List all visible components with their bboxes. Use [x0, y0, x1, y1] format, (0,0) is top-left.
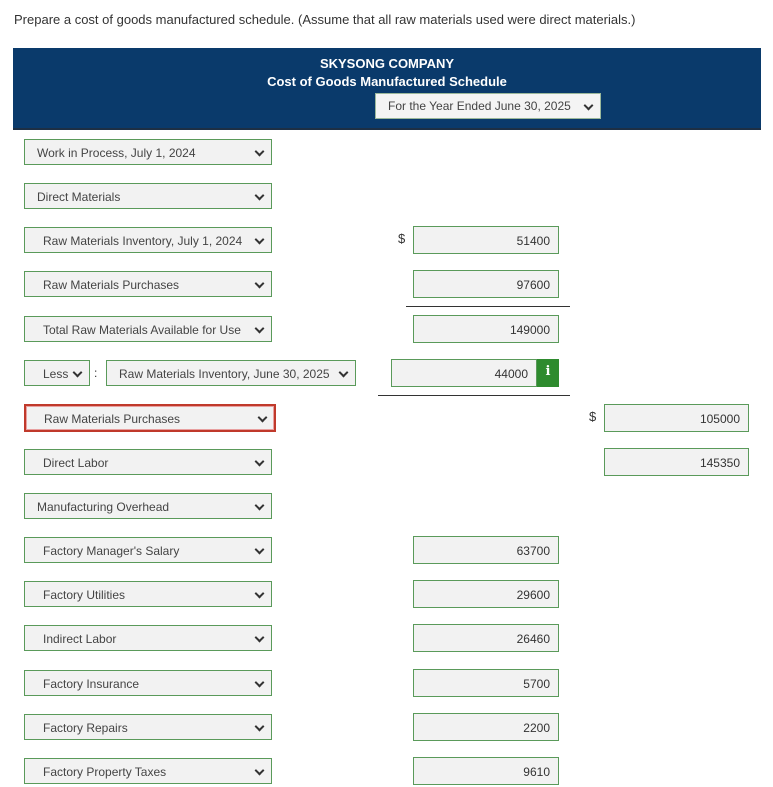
- rm-total-select-value: Total Raw Materials Available for Use: [43, 323, 241, 337]
- chevron-down-icon: [255, 589, 265, 599]
- chevron-down-icon: [73, 368, 83, 378]
- rm-begin-select-value: Raw Materials Inventory, July 1, 2024: [43, 234, 243, 248]
- schedule-header: [13, 48, 761, 128]
- operator-select-value: Less: [43, 367, 69, 381]
- rm-used-amount-input[interactable]: 105000: [604, 404, 749, 432]
- indirect-labor-amount-input[interactable]: 26460: [413, 624, 559, 652]
- chevron-down-icon: [255, 235, 265, 245]
- wip-select[interactable]: [24, 139, 272, 165]
- company-name: SKYSONG COMPANY: [319, 56, 455, 71]
- factory-insurance-select-value: Factory Insurance: [43, 677, 140, 691]
- direct-labor-select[interactable]: [24, 449, 272, 475]
- rm-end-select[interactable]: [106, 360, 356, 386]
- factory-repairs-select-value: Factory Repairs: [43, 721, 128, 735]
- subtotal-rule: [378, 395, 570, 396]
- rm-begin-select[interactable]: [24, 227, 272, 253]
- factory-insurance-select[interactable]: [24, 670, 272, 696]
- period-select[interactable]: [375, 93, 601, 119]
- factory-property-taxes-select-value: Factory Property Taxes: [43, 765, 167, 779]
- rm-total-amount-input[interactable]: 149000: [413, 315, 559, 343]
- period-select-value: For the Year Ended June 30, 2025: [388, 99, 571, 113]
- manufacturing-overhead-select[interactable]: [24, 493, 272, 519]
- direct-labor-select-value: Direct Labor: [43, 456, 109, 470]
- chevron-down-icon: [255, 545, 265, 555]
- manufacturing-overhead-select-value: Manufacturing Overhead: [37, 500, 170, 514]
- indirect-labor-select-value: Indirect Labor: [43, 632, 117, 646]
- chevron-down-icon: [255, 457, 265, 467]
- chevron-down-icon: [255, 766, 265, 776]
- chevron-down-icon: [255, 191, 265, 201]
- chevron-down-icon: [255, 678, 265, 688]
- rm-end-amount-input[interactable]: 44000: [391, 359, 537, 387]
- factory-insurance-amount-input[interactable]: 5700: [413, 669, 559, 697]
- separator: :: [94, 366, 98, 380]
- chevron-down-icon: [255, 147, 265, 157]
- rm-total-select[interactable]: [24, 316, 272, 342]
- chevron-down-icon: [255, 279, 265, 289]
- chevron-down-icon: [255, 722, 265, 732]
- chevron-down-icon: [255, 633, 265, 643]
- factory-repairs-amount-input[interactable]: 2200: [413, 713, 559, 741]
- factory-utilities-select-value: Factory Utilities: [43, 588, 126, 602]
- operator-select[interactable]: [24, 360, 90, 386]
- factory-utilities-amount-input[interactable]: 29600: [413, 580, 559, 608]
- factory-managers-salary-select[interactable]: [24, 537, 272, 563]
- rm-used-select-value: Raw Materials Purchases: [44, 412, 181, 426]
- factory-managers-salary-amount-input[interactable]: 63700: [413, 536, 559, 564]
- header-divider: [13, 128, 761, 130]
- factory-property-taxes-select[interactable]: [24, 758, 272, 784]
- factory-managers-salary-select-value: Factory Manager's Salary: [43, 544, 180, 558]
- rm-purchases-select-value: Raw Materials Purchases: [43, 278, 180, 292]
- rm-purchases-select[interactable]: [24, 271, 272, 297]
- rm-used-select[interactable]: [24, 404, 276, 432]
- chevron-down-icon: [339, 368, 349, 378]
- factory-repairs-select[interactable]: [24, 714, 272, 740]
- chevron-down-icon: [255, 501, 265, 511]
- chevron-down-icon: [255, 324, 265, 334]
- instruction-text: Prepare a cost of goods manufactured schedule. (Assume that all raw materials used were direct materials.): [14, 12, 636, 27]
- chevron-down-icon: [258, 413, 268, 423]
- factory-property-taxes-amount-input[interactable]: 9610: [413, 757, 559, 785]
- dollar-sign: $: [589, 409, 597, 424]
- direct-materials-select[interactable]: [24, 183, 272, 209]
- info-icon[interactable]: i: [537, 359, 559, 387]
- chevron-down-icon: [584, 101, 594, 111]
- wip-select-value: Work in Process, July 1, 2024: [37, 146, 196, 160]
- rm-begin-amount-input[interactable]: 51400: [413, 226, 559, 254]
- direct-materials-select-value: Direct Materials: [37, 190, 121, 204]
- rm-purchases-amount-input[interactable]: 97600: [413, 270, 559, 298]
- dollar-sign: $: [398, 231, 406, 246]
- indirect-labor-select[interactable]: [24, 625, 272, 651]
- schedule-title: Cost of Goods Manufactured Schedule: [267, 74, 507, 89]
- direct-labor-amount-input[interactable]: 145350: [604, 448, 749, 476]
- subtotal-rule: [406, 306, 570, 307]
- factory-utilities-select[interactable]: [24, 581, 272, 607]
- rm-end-select-value: Raw Materials Inventory, June 30, 2025: [119, 367, 330, 381]
